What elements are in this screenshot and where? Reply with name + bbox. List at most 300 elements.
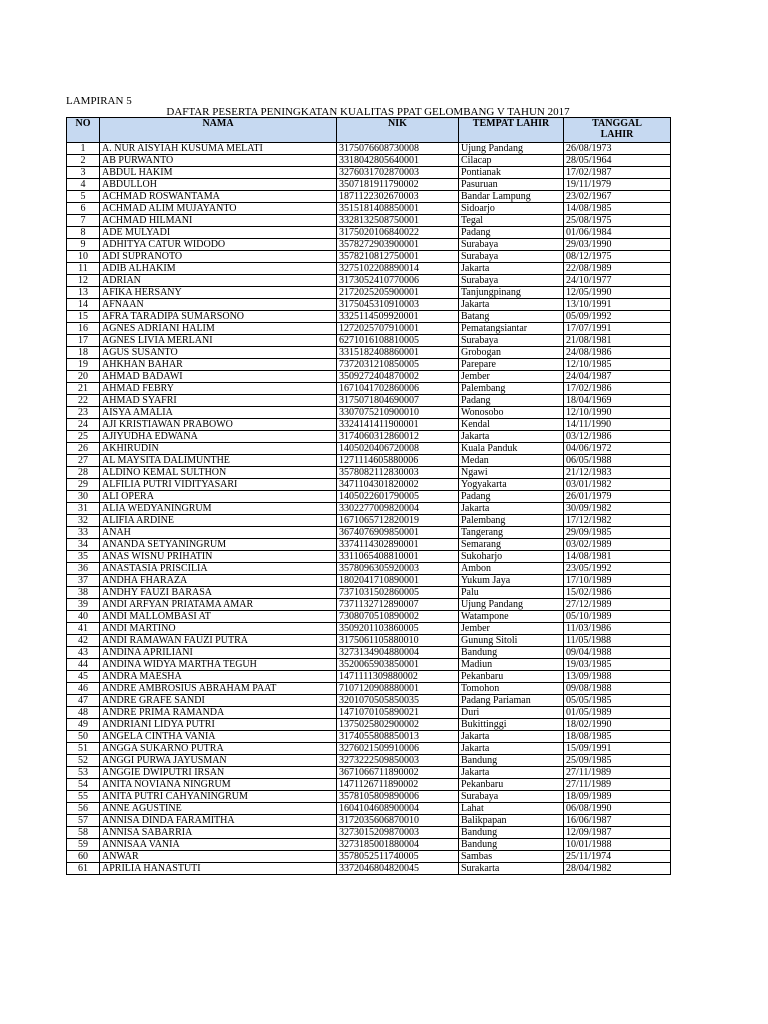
cell-nama: ADRIAN — [100, 275, 337, 287]
table-row — [67, 359, 671, 371]
cell-nik: 3174060312860012 — [337, 431, 459, 443]
cell-nik: 3520065903850001 — [337, 659, 459, 671]
cell-tempat-lahir: Yogyakarta — [459, 479, 564, 491]
cell-tanggal-lahir: 06/08/1990 — [564, 803, 671, 815]
cell-no: 6 — [67, 203, 100, 215]
cell-nik: 3509201103860005 — [337, 623, 459, 635]
cell-nik: 3325114509920001 — [337, 311, 459, 323]
cell-nama: ADIB ALHAKIM — [100, 263, 337, 275]
cell-tanggal-lahir: 09/08/1988 — [564, 683, 671, 695]
table-row — [67, 275, 671, 287]
cell-nik: 3578096305920003 — [337, 563, 459, 575]
cell-tempat-lahir: Palembang — [459, 515, 564, 527]
cell-tanggal-lahir: 13/09/1988 — [564, 671, 671, 683]
cell-no: 16 — [67, 323, 100, 335]
header-nik: NIK — [337, 118, 459, 143]
cell-no: 53 — [67, 767, 100, 779]
cell-tempat-lahir: Pekanbaru — [459, 779, 564, 791]
document-title: DAFTAR PESERTA PENINGKATAN KUALITAS PPAT GELOMBANG V TAHUN 2017 — [166, 106, 570, 118]
cell-tempat-lahir: Kendal — [459, 419, 564, 431]
cell-nik: 3175076608730008 — [337, 143, 459, 155]
cell-no: 17 — [67, 335, 100, 347]
cell-no: 38 — [67, 587, 100, 599]
cell-tanggal-lahir: 03/01/1982 — [564, 479, 671, 491]
cell-nama: AGNES ADRIANI HALIM — [100, 323, 337, 335]
cell-nik: 1471070105890021 — [337, 707, 459, 719]
cell-tempat-lahir: Duri — [459, 707, 564, 719]
cell-no: 20 — [67, 371, 100, 383]
cell-tempat-lahir: Bukittinggi — [459, 719, 564, 731]
cell-tanggal-lahir: 12/05/1990 — [564, 287, 671, 299]
cell-tempat-lahir: Kuala Panduk — [459, 443, 564, 455]
cell-tanggal-lahir: 30/09/1982 — [564, 503, 671, 515]
cell-tanggal-lahir: 26/01/1979 — [564, 491, 671, 503]
table-row — [67, 719, 671, 731]
cell-tanggal-lahir: 27/12/1989 — [564, 599, 671, 611]
cell-tanggal-lahir: 12/10/1985 — [564, 359, 671, 371]
cell-tanggal-lahir: 25/08/1975 — [564, 215, 671, 227]
cell-tanggal-lahir: 27/11/1989 — [564, 767, 671, 779]
cell-nik: 3307075210900010 — [337, 407, 459, 419]
cell-no: 9 — [67, 239, 100, 251]
table-row — [67, 443, 671, 455]
cell-nama: ANITA NOVIANA NINGRUM — [100, 779, 337, 791]
cell-no: 48 — [67, 707, 100, 719]
cell-tempat-lahir: Jakarta — [459, 503, 564, 515]
cell-no: 27 — [67, 455, 100, 467]
cell-tempat-lahir: Gunung Sitoli — [459, 635, 564, 647]
cell-nama: AJI KRISTIAWAN PRABOWO — [100, 419, 337, 431]
cell-tempat-lahir: Tanjungpinang — [459, 287, 564, 299]
cell-nik: 3578272903900001 — [337, 239, 459, 251]
cell-nik: 3273222509850003 — [337, 755, 459, 767]
table-row — [67, 383, 671, 395]
cell-tempat-lahir: Bandung — [459, 827, 564, 839]
cell-no: 25 — [67, 431, 100, 443]
cell-tanggal-lahir: 04/06/1972 — [564, 443, 671, 455]
table-row — [67, 239, 671, 251]
cell-nik: 3671066711890002 — [337, 767, 459, 779]
header-tempat-lahir: TEMPAT LAHIR — [459, 118, 564, 143]
table-row — [67, 695, 671, 707]
table-row — [67, 155, 671, 167]
cell-tempat-lahir: Pematangsiantar — [459, 323, 564, 335]
cell-tanggal-lahir: 06/05/1988 — [564, 455, 671, 467]
cell-nik: 3175061105880010 — [337, 635, 459, 647]
cell-no: 31 — [67, 503, 100, 515]
table-body — [67, 143, 671, 875]
cell-nama: ANNISA DINDA FARAMITHA — [100, 815, 337, 827]
cell-no: 15 — [67, 311, 100, 323]
cell-nama: ANDRA MAESHA — [100, 671, 337, 683]
table-row — [67, 191, 671, 203]
cell-tempat-lahir: Surakarta — [459, 863, 564, 875]
cell-nama: AGNES LIVIA MERLANI — [100, 335, 337, 347]
cell-nama: ANAS WISNU PRIHATIN — [100, 551, 337, 563]
cell-nik: 3276031702870003 — [337, 167, 459, 179]
cell-nik: 3273185001880004 — [337, 839, 459, 851]
cell-tempat-lahir: Grobogan — [459, 347, 564, 359]
cell-tanggal-lahir: 18/04/1969 — [564, 395, 671, 407]
cell-no: 30 — [67, 491, 100, 503]
table-row — [67, 827, 671, 839]
cell-tempat-lahir: Palu — [459, 587, 564, 599]
cell-nik: 3172035606870010 — [337, 815, 459, 827]
table-row — [67, 287, 671, 299]
table-row — [67, 311, 671, 323]
header-tanggal-lahir — [564, 118, 671, 143]
cell-nama: ANGELA CINTHA VANIA — [100, 731, 337, 743]
cell-nik: 3578052511740005 — [337, 851, 459, 863]
cell-nik: 3578105809890006 — [337, 791, 459, 803]
cell-nik: 3509272404870002 — [337, 371, 459, 383]
cell-no: 28 — [67, 467, 100, 479]
cell-tempat-lahir: Surabaya — [459, 791, 564, 803]
cell-no: 60 — [67, 851, 100, 863]
cell-nik: 1802041710890001 — [337, 575, 459, 587]
table-row — [67, 407, 671, 419]
cell-no: 11 — [67, 263, 100, 275]
cell-tempat-lahir: Jakarta — [459, 263, 564, 275]
cell-tanggal-lahir: 01/05/1989 — [564, 707, 671, 719]
cell-nama: ALIFIA ARDINE — [100, 515, 337, 527]
table-row — [67, 251, 671, 263]
table-row — [67, 215, 671, 227]
cell-tanggal-lahir: 24/08/1986 — [564, 347, 671, 359]
table-row — [67, 323, 671, 335]
table-row — [67, 347, 671, 359]
cell-no: 2 — [67, 155, 100, 167]
cell-no: 19 — [67, 359, 100, 371]
header-tanggal-line1: TANGGAL — [592, 118, 642, 129]
table-row — [67, 671, 671, 683]
cell-nik: 3275102208890014 — [337, 263, 459, 275]
cell-nik: 3311065408810001 — [337, 551, 459, 563]
table-row — [67, 743, 671, 755]
cell-tanggal-lahir: 05/05/1985 — [564, 695, 671, 707]
cell-no: 42 — [67, 635, 100, 647]
cell-no: 45 — [67, 671, 100, 683]
table-row — [67, 731, 671, 743]
cell-no: 37 — [67, 575, 100, 587]
cell-nama: ANNISAA VANIA — [100, 839, 337, 851]
cell-no: 33 — [67, 527, 100, 539]
cell-nik: 2172025205900001 — [337, 287, 459, 299]
cell-nama: ANDI MALLOMBASI AT — [100, 611, 337, 623]
cell-tanggal-lahir: 03/02/1989 — [564, 539, 671, 551]
cell-nik: 1375025802900002 — [337, 719, 459, 731]
cell-nama: ADE MULYADI — [100, 227, 337, 239]
cell-no: 13 — [67, 287, 100, 299]
cell-tanggal-lahir: 17/12/1982 — [564, 515, 671, 527]
cell-nama: AISYA AMALIA — [100, 407, 337, 419]
cell-tempat-lahir: Bandung — [459, 647, 564, 659]
table-row — [67, 611, 671, 623]
cell-tanggal-lahir: 12/09/1987 — [564, 827, 671, 839]
table-row — [67, 335, 671, 347]
table-row — [67, 371, 671, 383]
cell-nama: ACHMAD ROSWANTAMA — [100, 191, 337, 203]
cell-tanggal-lahir: 18/08/1985 — [564, 731, 671, 743]
cell-tanggal-lahir: 03/12/1986 — [564, 431, 671, 443]
header-no: NO — [67, 118, 100, 143]
cell-tempat-lahir: Pekanbaru — [459, 671, 564, 683]
cell-tempat-lahir: Balikpapan — [459, 815, 564, 827]
cell-no: 59 — [67, 839, 100, 851]
cell-tanggal-lahir: 09/04/1988 — [564, 647, 671, 659]
cell-no: 54 — [67, 779, 100, 791]
cell-nik: 3328132508750001 — [337, 215, 459, 227]
cell-tempat-lahir: Jakarta — [459, 731, 564, 743]
cell-tempat-lahir: Medan — [459, 455, 564, 467]
cell-nik: 3372046804820045 — [337, 863, 459, 875]
table-row — [67, 479, 671, 491]
cell-no: 52 — [67, 755, 100, 767]
cell-tempat-lahir: Palembang — [459, 383, 564, 395]
cell-no: 55 — [67, 791, 100, 803]
cell-tanggal-lahir: 17/02/1986 — [564, 383, 671, 395]
cell-nik: 1671065712820019 — [337, 515, 459, 527]
cell-tanggal-lahir: 14/11/1990 — [564, 419, 671, 431]
cell-nik: 7371132712890007 — [337, 599, 459, 611]
cell-nik: 6271016108810005 — [337, 335, 459, 347]
cell-nama: ABDUL HAKIM — [100, 167, 337, 179]
cell-tanggal-lahir: 01/06/1984 — [564, 227, 671, 239]
cell-nama: AJIYUDHA EDWANA — [100, 431, 337, 443]
table-row — [67, 395, 671, 407]
cell-no: 35 — [67, 551, 100, 563]
cell-nik: 7308070510890002 — [337, 611, 459, 623]
cell-nik: 1405020406720008 — [337, 443, 459, 455]
cell-tempat-lahir: Bandung — [459, 755, 564, 767]
cell-no: 36 — [67, 563, 100, 575]
cell-tanggal-lahir: 25/09/1985 — [564, 755, 671, 767]
cell-nama: A. NUR AISYIAH KUSUMA MELATI — [100, 143, 337, 155]
cell-tempat-lahir: Batang — [459, 311, 564, 323]
cell-tanggal-lahir: 29/09/1985 — [564, 527, 671, 539]
cell-no: 1 — [67, 143, 100, 155]
cell-tanggal-lahir: 17/10/1989 — [564, 575, 671, 587]
table-row — [67, 467, 671, 479]
cell-tempat-lahir: Parepare — [459, 359, 564, 371]
cell-nama: ACHMAD HILMANI — [100, 215, 337, 227]
cell-tanggal-lahir: 25/11/1974 — [564, 851, 671, 863]
cell-nik: 3175045310910003 — [337, 299, 459, 311]
cell-no: 44 — [67, 659, 100, 671]
cell-nama: ANDI RAMAWAN FAUZI PUTRA — [100, 635, 337, 647]
cell-nama: AFRA TARADIPA SUMARSONO — [100, 311, 337, 323]
table-row — [67, 767, 671, 779]
cell-tempat-lahir: Jakarta — [459, 743, 564, 755]
table-row — [67, 599, 671, 611]
cell-tanggal-lahir: 17/07/1991 — [564, 323, 671, 335]
cell-nik: 7372031210850005 — [337, 359, 459, 371]
cell-nik: 3578210812750001 — [337, 251, 459, 263]
cell-nama: ANDRE PRIMA RAMANDA — [100, 707, 337, 719]
cell-nik: 3174055808850013 — [337, 731, 459, 743]
cell-no: 26 — [67, 443, 100, 455]
cell-nama: ABDULLOH — [100, 179, 337, 191]
cell-nama: ADHITYA CATUR WIDODO — [100, 239, 337, 251]
table-row — [67, 623, 671, 635]
table-row — [67, 587, 671, 599]
cell-tanggal-lahir: 19/03/1985 — [564, 659, 671, 671]
table-row — [67, 851, 671, 863]
cell-tempat-lahir: Lahat — [459, 803, 564, 815]
cell-nama: ANANDA SETYANINGRUM — [100, 539, 337, 551]
cell-nama: AHKHAN BAHAR — [100, 359, 337, 371]
cell-tanggal-lahir: 23/02/1967 — [564, 191, 671, 203]
cell-nik: 3273015209870003 — [337, 827, 459, 839]
cell-nama: ANDI MARTINO — [100, 623, 337, 635]
cell-nik: 3273134904880004 — [337, 647, 459, 659]
cell-nama: ANGGIE DWIPUTRI IRSAN — [100, 767, 337, 779]
cell-tanggal-lahir: 18/02/1990 — [564, 719, 671, 731]
cell-no: 23 — [67, 407, 100, 419]
cell-nama: ALFILIA PUTRI VIDITYASARI — [100, 479, 337, 491]
cell-no: 4 — [67, 179, 100, 191]
cell-nama: ALIA WEDYANINGRUM — [100, 503, 337, 515]
cell-nama: ANNISA SABARRIA — [100, 827, 337, 839]
cell-nik: 3515181408850001 — [337, 203, 459, 215]
cell-tanggal-lahir: 24/10/1977 — [564, 275, 671, 287]
cell-no: 3 — [67, 167, 100, 179]
cell-no: 29 — [67, 479, 100, 491]
cell-tanggal-lahir: 18/09/1989 — [564, 791, 671, 803]
cell-nama: AHMAD SYAFRI — [100, 395, 337, 407]
cell-no: 39 — [67, 599, 100, 611]
cell-nama: ANNE AGUSTINE — [100, 803, 337, 815]
participant-table — [66, 117, 671, 875]
cell-tempat-lahir: Ujung Pandang — [459, 143, 564, 155]
cell-nama: ANDINA WIDYA MARTHA TEGUH — [100, 659, 337, 671]
cell-tempat-lahir: Ngawi — [459, 467, 564, 479]
cell-nik: 3318042805640001 — [337, 155, 459, 167]
cell-tanggal-lahir: 22/08/1989 — [564, 263, 671, 275]
cell-no: 43 — [67, 647, 100, 659]
cell-nik: 3507181911790002 — [337, 179, 459, 191]
cell-tempat-lahir: Pasuruan — [459, 179, 564, 191]
cell-tempat-lahir: Jakarta — [459, 431, 564, 443]
cell-nik: 3374114302890001 — [337, 539, 459, 551]
table-row — [67, 839, 671, 851]
cell-no: 47 — [67, 695, 100, 707]
table-row — [67, 143, 671, 155]
cell-nama: ANDRE GRAFE SANDI — [100, 695, 337, 707]
cell-tempat-lahir: Ambon — [459, 563, 564, 575]
cell-tempat-lahir: Jember — [459, 623, 564, 635]
cell-tanggal-lahir: 05/10/1989 — [564, 611, 671, 623]
cell-nama: ANDHY FAUZI BARASA — [100, 587, 337, 599]
cell-nik: 7107120908880001 — [337, 683, 459, 695]
cell-no: 61 — [67, 863, 100, 875]
cell-tempat-lahir: Wonosobo — [459, 407, 564, 419]
cell-nik: 1671041702860006 — [337, 383, 459, 395]
cell-nik: 3173052410770006 — [337, 275, 459, 287]
cell-tempat-lahir: Semarang — [459, 539, 564, 551]
cell-tanggal-lahir: 23/05/1992 — [564, 563, 671, 575]
cell-no: 7 — [67, 215, 100, 227]
cell-nik: 3674076909850001 — [337, 527, 459, 539]
cell-nik: 1271114605880006 — [337, 455, 459, 467]
cell-nama: ANAH — [100, 527, 337, 539]
cell-tanggal-lahir: 21/08/1981 — [564, 335, 671, 347]
table-row — [67, 227, 671, 239]
cell-no: 41 — [67, 623, 100, 635]
cell-no: 57 — [67, 815, 100, 827]
cell-tanggal-lahir: 28/05/1964 — [564, 155, 671, 167]
table-row — [67, 635, 671, 647]
cell-tempat-lahir: Tegal — [459, 215, 564, 227]
table-row — [67, 659, 671, 671]
cell-tempat-lahir: Jember — [459, 371, 564, 383]
cell-tempat-lahir: Sidoarjo — [459, 203, 564, 215]
cell-nama: ALI OPERA — [100, 491, 337, 503]
cell-no: 21 — [67, 383, 100, 395]
table-row — [67, 791, 671, 803]
cell-nik: 3175071804690007 — [337, 395, 459, 407]
cell-tanggal-lahir: 24/04/1987 — [564, 371, 671, 383]
cell-tanggal-lahir: 08/12/1975 — [564, 251, 671, 263]
table-row — [67, 167, 671, 179]
cell-nama: ANWAR — [100, 851, 337, 863]
appendix-label: LAMPIRAN 5 — [66, 95, 132, 107]
cell-nama: ANGGA SUKARNO PUTRA — [100, 743, 337, 755]
cell-nik: 3201070505850035 — [337, 695, 459, 707]
cell-nik: 1604104608900004 — [337, 803, 459, 815]
cell-nik: 7371031502860005 — [337, 587, 459, 599]
cell-no: 34 — [67, 539, 100, 551]
cell-tempat-lahir: Padang — [459, 227, 564, 239]
cell-tanggal-lahir: 16/06/1987 — [564, 815, 671, 827]
table-row — [67, 431, 671, 443]
cell-tempat-lahir: Tangerang — [459, 527, 564, 539]
table-row — [67, 647, 671, 659]
cell-nama: ANASTASIA PRISCILIA — [100, 563, 337, 575]
cell-tempat-lahir: Sukoharjo — [459, 551, 564, 563]
cell-nama: ANDHA FHARAZA — [100, 575, 337, 587]
table-row — [67, 455, 671, 467]
cell-tanggal-lahir: 19/11/1979 — [564, 179, 671, 191]
cell-tanggal-lahir: 17/02/1987 — [564, 167, 671, 179]
cell-no: 18 — [67, 347, 100, 359]
cell-tanggal-lahir: 13/10/1991 — [564, 299, 671, 311]
cell-tempat-lahir: Jakarta — [459, 299, 564, 311]
cell-nama: APRILIA HANASTUTI — [100, 863, 337, 875]
cell-tempat-lahir: Sambas — [459, 851, 564, 863]
table-row — [67, 539, 671, 551]
cell-tanggal-lahir: 27/11/1989 — [564, 779, 671, 791]
table-row — [67, 299, 671, 311]
table-row — [67, 863, 671, 875]
cell-nama: ACHMAD ALIM MUJAYANTO — [100, 203, 337, 215]
table-row — [67, 563, 671, 575]
cell-nama: AKHIRUDIN — [100, 443, 337, 455]
table-row — [67, 491, 671, 503]
cell-no: 58 — [67, 827, 100, 839]
cell-tempat-lahir: Watampone — [459, 611, 564, 623]
table-row — [67, 707, 671, 719]
cell-nama: ANDI ARFYAN PRIATAMA AMAR — [100, 599, 337, 611]
cell-no: 12 — [67, 275, 100, 287]
table-row — [67, 755, 671, 767]
table-row — [67, 815, 671, 827]
cell-nik: 1272025707910001 — [337, 323, 459, 335]
cell-tanggal-lahir: 11/03/1986 — [564, 623, 671, 635]
cell-nama: AHMAD BADAWI — [100, 371, 337, 383]
cell-tanggal-lahir: 29/03/1990 — [564, 239, 671, 251]
cell-nik: 3471104301820002 — [337, 479, 459, 491]
